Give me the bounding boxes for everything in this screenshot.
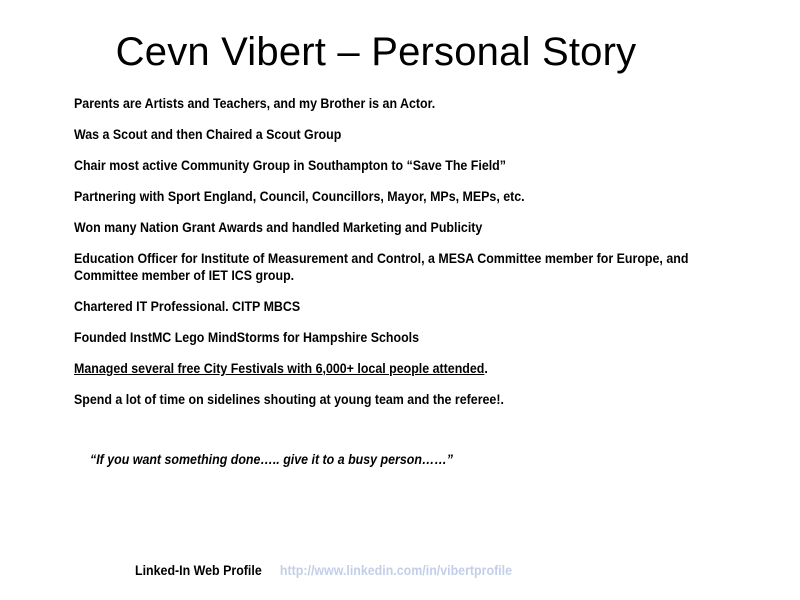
festivals-tail: . (484, 361, 488, 376)
footer (135, 563, 512, 578)
bullet-list (74, 95, 754, 422)
festivals-underlined-text: Managed several free City Festivals with 6,000+ local people attended (74, 361, 485, 376)
slide-title: Cevn Vibert – Personal Story (115, 30, 637, 74)
footer-label: Linked-In Web Profile (135, 563, 262, 578)
bullet-item: Chartered IT Professional. CITP MBCS (74, 299, 301, 314)
bullet-item: Parents are Artists and Teachers, and my Brother is an Actor. (74, 96, 436, 111)
quote: “If you want something done….. give it to a busy person……” (90, 452, 453, 467)
bullet-item: Partnering with Sport England, Council, Councillors, Mayor, MPs, MEPs, etc. (74, 189, 525, 204)
bullet-item: Spend a lot of time on sidelines shouting at young team and the referee!. (74, 392, 504, 407)
bullet-item: Education Officer for Institute of Measurement and Control, a MESA Committee member for Europe, and Committee member of IET ICS group. (74, 251, 689, 283)
bullet-item: Was a Scout and then Chaired a Scout Group (74, 127, 342, 142)
bullet-item-festivals (74, 360, 741, 377)
bullet-item: Won many Nation Grant Awards and handled Marketing and Publicity (74, 220, 483, 235)
bullet-item: Chair most active Community Group in Southampton to “Save The Field” (74, 158, 506, 173)
bullet-item: Founded InstMC Lego MindStorms for Hampshire Schools (74, 330, 420, 345)
linkedin-profile-link[interactable]: http://www.linkedin.com/in/vibertprofile (279, 563, 513, 578)
